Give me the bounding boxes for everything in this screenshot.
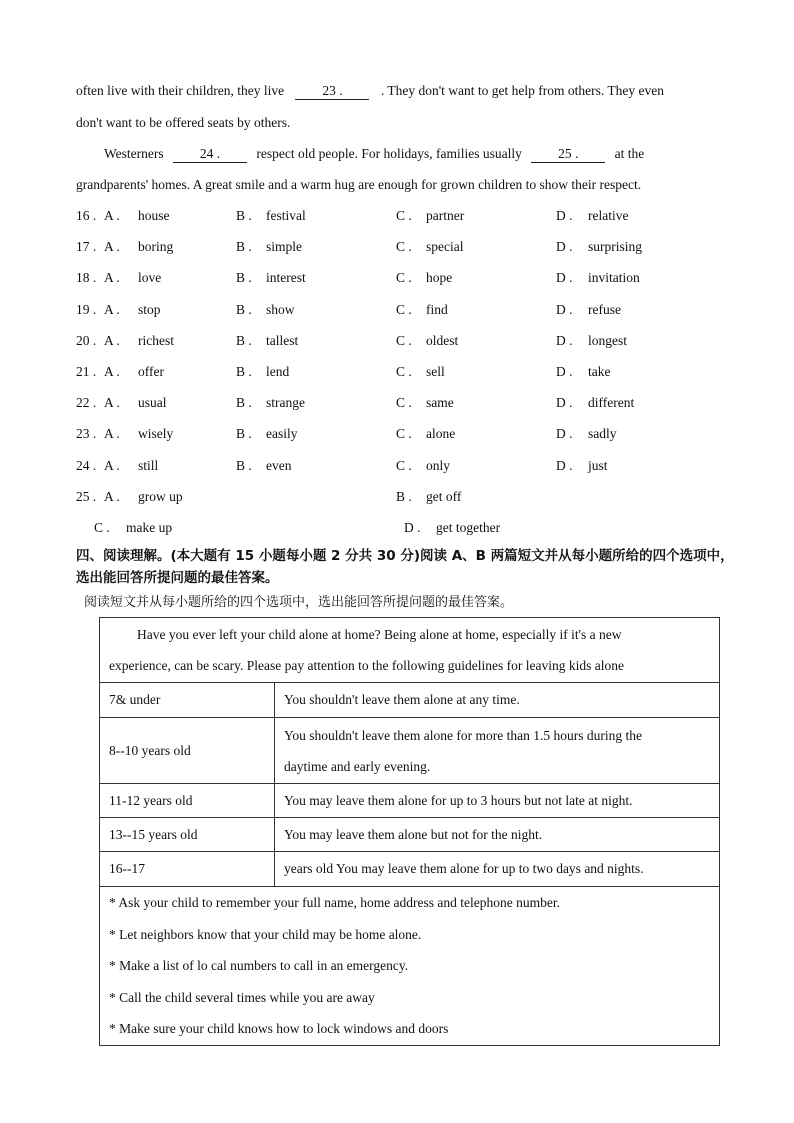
table-intro-row <box>100 618 720 683</box>
option-label-d: D . <box>556 270 573 286</box>
option-label-a: A . <box>104 364 120 379</box>
option-d: invitation <box>588 270 640 286</box>
question-row <box>76 458 736 476</box>
option-label-b: B . <box>236 395 252 411</box>
option-label-c: C . <box>396 239 412 255</box>
option-label-b: B . <box>236 457 252 473</box>
age-cell: 8--10 years old <box>100 718 275 784</box>
option-b: interest <box>266 270 306 286</box>
question-row <box>76 364 736 382</box>
option-b: easily <box>266 426 298 442</box>
tips-cell <box>100 887 720 1046</box>
option-b: festival <box>266 208 306 223</box>
rule-cell <box>275 718 720 784</box>
option-d: longest <box>588 332 627 348</box>
option-c: find <box>426 301 448 317</box>
guideline-table <box>99 617 720 1046</box>
option-label-c: C . <box>396 301 412 317</box>
question-row <box>76 208 736 226</box>
tip-item: * Make a list of lo cal numbers to call in an emergency. <box>109 958 409 973</box>
intro-cell <box>100 618 720 683</box>
option-d: just <box>588 457 608 473</box>
tip-item: * Ask your child to remember your full name, home address and telephone number. <box>109 895 561 910</box>
option-b: lend <box>266 364 290 379</box>
tip-item: * Call the child several times while you are away <box>109 989 375 1005</box>
age-cell: 13--15 years old <box>100 818 275 852</box>
option-a: richest <box>138 332 174 348</box>
option-label-b: B . <box>236 364 252 379</box>
option-label-c: C . <box>396 270 412 286</box>
option-d: relative <box>588 208 629 223</box>
passage-line-3 <box>104 146 644 163</box>
option-a: wisely <box>138 426 174 442</box>
option-b: even <box>266 457 292 473</box>
question-number: 23 . <box>76 426 97 442</box>
option-label-c: C . <box>396 426 412 442</box>
option-label-d: D . <box>556 208 573 223</box>
option-c: oldest <box>426 332 459 348</box>
question-number: 19 . <box>76 301 97 317</box>
question-number: 18 . <box>76 270 97 286</box>
question-number: 21 . <box>76 364 97 379</box>
option-label-c: C . <box>94 520 110 535</box>
question-row <box>76 333 736 351</box>
age-cell: 11-12 years old <box>100 784 275 818</box>
option-label-a: A . <box>104 489 120 504</box>
option-label-d: D . <box>556 457 573 473</box>
option-d: different <box>588 395 635 411</box>
option-label-b: B . <box>236 332 252 348</box>
option-label-b: B . <box>236 270 252 286</box>
option-label-c: C . <box>396 457 412 473</box>
option-a: house <box>138 208 170 223</box>
question-row <box>76 239 736 257</box>
option-a: still <box>138 457 159 473</box>
question-number: 22 . <box>76 395 97 411</box>
blank-23: 23 . <box>295 83 369 100</box>
rule-cell: years old You may leave them alone for up to two days and nights. <box>275 852 720 887</box>
question-row <box>76 302 736 320</box>
option-label-b: B . <box>236 301 252 317</box>
age-cell: 7& under <box>100 683 275 718</box>
intro-text: experience, can be scary. Please pay attention to the following guidelines for leaving kids alone <box>109 658 624 673</box>
option-c: alone <box>426 426 456 442</box>
option-label-b: B . <box>236 239 252 255</box>
question-number: 20 . <box>76 332 97 348</box>
option-label-a: A . <box>104 426 120 442</box>
option-label-a: A . <box>104 208 120 223</box>
rule-text: You shouldn't leave them alone for more than 1.5 hours during the <box>284 727 643 743</box>
option-a: offer <box>138 364 164 379</box>
option-label-c: C . <box>396 208 412 223</box>
blank-25: 25 . <box>531 146 605 163</box>
question-row <box>76 395 736 413</box>
table-tips-row <box>100 887 720 1046</box>
option-label-a: A . <box>104 301 120 317</box>
question-number: 16 . <box>76 208 97 223</box>
passage-text: often live with their children, they live <box>76 83 285 98</box>
option-d: take <box>588 364 611 379</box>
question-number: 24 . <box>76 457 97 473</box>
age-cell: 16--17 <box>100 852 275 887</box>
option-c: sell <box>426 364 445 379</box>
option-label-a: A . <box>104 457 120 473</box>
rule-cell: You shouldn't leave them alone at any time. <box>275 683 720 718</box>
option-b: show <box>266 301 295 317</box>
option-label-d: D . <box>556 239 573 255</box>
option-label-a: A . <box>104 332 120 348</box>
option-label-c: C . <box>396 364 412 379</box>
option-d: sadly <box>588 426 617 442</box>
option-d: refuse <box>588 301 621 317</box>
option-label-d: D . <box>556 332 573 348</box>
rule-cell: You may leave them alone but not for the night. <box>275 818 720 852</box>
option-label-a: A . <box>104 395 120 411</box>
table-row <box>100 852 720 887</box>
question-row <box>76 426 736 444</box>
option-label-b: B . <box>236 426 252 442</box>
intro-text: Have you ever left your child alone at home? Being alone at home, especially if it's a new <box>137 627 622 642</box>
option-label-d: D . <box>556 364 573 379</box>
question-number: 25 . <box>76 489 97 504</box>
option-b: tallest <box>266 332 299 348</box>
section-title: 四、阅读理解。(本大题有 15 小题每小题 2 分共 30 分)阅读 A、B 两篇短文并从每小题所给的四个选项中， 选出能回答所提问题的最佳答案。 <box>76 548 734 586</box>
option-label-b: B . <box>236 208 252 223</box>
table-row <box>100 784 720 818</box>
option-label-c: C . <box>396 332 412 348</box>
option-b: simple <box>266 239 302 255</box>
tip-item: * Make sure your child knows how to lock windows and doors <box>109 1021 449 1036</box>
blank-24: 24 . <box>173 146 247 163</box>
passage-line-2: don't want to be offered seats by others. <box>76 115 291 130</box>
option-a: love <box>138 270 162 286</box>
option-label-a: A . <box>104 270 120 286</box>
option-b: strange <box>266 395 305 411</box>
option-c: make up <box>126 520 173 535</box>
option-label-d: D . <box>404 520 421 535</box>
option-a: usual <box>138 395 167 411</box>
rule-text: daytime and early evening. <box>284 758 431 774</box>
option-c: same <box>426 395 454 411</box>
passage-text: respect old people. For holidays, families usually <box>256 146 522 161</box>
table-row <box>100 818 720 852</box>
passage-text: at the <box>614 146 645 161</box>
option-c: partner <box>426 208 465 223</box>
option-a: stop <box>138 301 161 317</box>
option-label-b: B . <box>396 489 412 504</box>
option-b: get off <box>426 489 462 504</box>
option-a: boring <box>138 239 174 255</box>
option-d: surprising <box>588 239 642 255</box>
table-row <box>100 718 720 784</box>
question-number: 17 . <box>76 239 97 255</box>
question-row <box>76 270 736 288</box>
passage-line-1 <box>76 83 664 100</box>
passage-line-4: grandparents' homes. A great smile and a warm hug are enough for grown children to show their respect. <box>76 177 642 192</box>
option-c: only <box>426 457 451 473</box>
section-subtitle: 阅读短文并从每小题所给的四个选项中，选出能回答所提问题的最佳答案。 <box>84 595 514 610</box>
passage-text: . They don't want to get help from others. They even <box>380 83 664 98</box>
tip-item: * Let neighbors know that your child may be home alone. <box>109 926 422 942</box>
option-label-c: C . <box>396 395 412 411</box>
question-row-25-cont <box>76 520 736 538</box>
option-label-a: A . <box>104 239 120 255</box>
option-label-d: D . <box>556 301 573 317</box>
question-row-25 <box>76 489 736 507</box>
option-a: grow up <box>138 489 183 504</box>
option-label-d: D . <box>556 395 573 411</box>
table-row <box>100 683 720 718</box>
option-label-d: D . <box>556 426 573 442</box>
passage-text: Westerners <box>104 146 164 161</box>
option-c: hope <box>426 270 453 286</box>
option-c: special <box>426 239 464 255</box>
option-d: get together <box>436 520 501 535</box>
rule-cell: You may leave them alone for up to 3 hours but not late at night. <box>275 784 720 818</box>
